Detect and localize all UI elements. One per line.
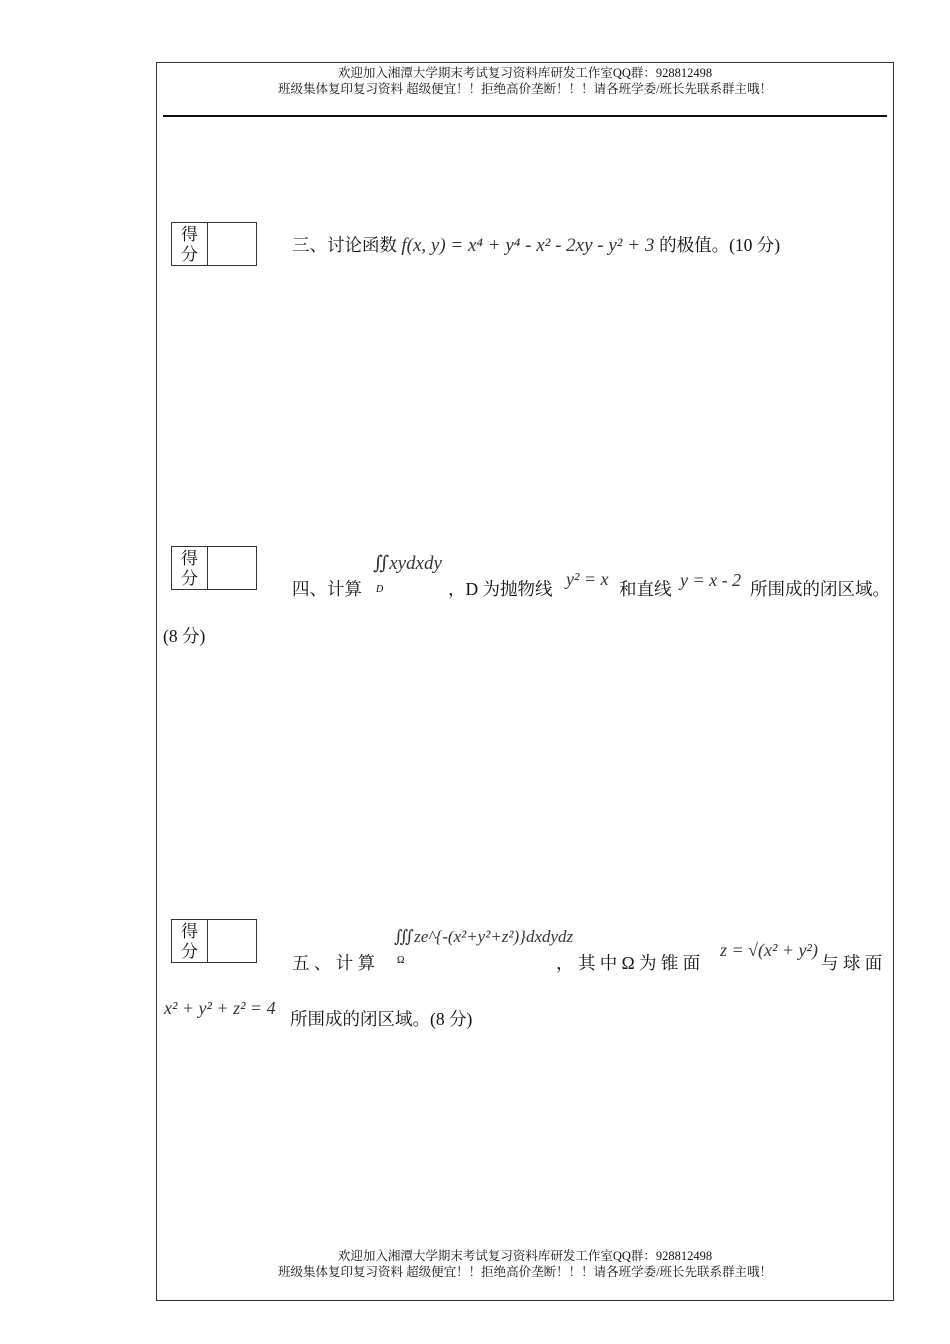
q5-mid-1: ， 其 中 Ω 为 锥 面: [556, 953, 701, 973]
score-box-q5: [171, 919, 257, 963]
score-label-de: 得: [181, 922, 198, 941]
header-line-2: 班级集体复印复习资料 超级便宜！！拒绝高价垄断！！！请各班学委/班长先联系群主哦！: [277, 82, 773, 96]
q3-prefix: 三、讨论函数: [292, 235, 397, 255]
q4-integral: [373, 552, 442, 575]
q5-mid-2: 与 球 面: [821, 953, 883, 973]
q5-suffix: 所围成的闭区域。(8 分): [290, 1009, 473, 1029]
score-label-fen: 分: [181, 569, 198, 588]
question-3: [292, 232, 780, 257]
q5-sphere: x² + y² + z² = 4: [164, 998, 276, 1018]
q5-integral: [394, 927, 573, 947]
q4-curve-2: y = x - 2: [680, 570, 742, 590]
q4-mid-2: 和直线: [619, 579, 672, 599]
score-box-q3: [171, 222, 257, 266]
page-header: [156, 65, 894, 97]
score-box-q4: [171, 546, 257, 590]
header-rule: [163, 115, 887, 117]
q5-region: Ω: [397, 955, 405, 966]
score-label-fen: 分: [181, 245, 198, 264]
q3-formula: f(x, y) = x⁴ + y⁴ - x² - 2xy - y² + 3: [401, 235, 655, 256]
footer-line-2: 班级集体复印复习资料 超级便宜！！拒绝高价垄断！！！请各班学委/班长先联系群主哦！: [277, 1265, 773, 1279]
q5-integrand: ze^{-(x²+y²+z²)}dxdydz: [414, 927, 574, 946]
q4-region: D: [376, 584, 384, 595]
q4-suffix: 所围成的闭区域。: [750, 579, 890, 599]
score-label-de: 得: [181, 549, 198, 568]
score-entry-q5[interactable]: [208, 920, 256, 962]
header-line-1: 欢迎加入湘潭大学期末考试复习资料库研发工作室QQ群：928812498: [337, 66, 713, 80]
score-entry-q3[interactable]: [208, 223, 256, 265]
q4-curve-1: y² = x: [566, 569, 609, 589]
q5-cone: z = √(x² + y²): [720, 940, 818, 960]
double-integral-sign: ∬: [373, 553, 390, 574]
q4-points: (8 分): [163, 626, 206, 646]
q4-prefix: 四、计算: [292, 579, 362, 599]
score-label-de: 得: [181, 225, 198, 244]
page-footer: [156, 1248, 894, 1280]
score-entry-q4[interactable]: [208, 547, 256, 589]
footer-line-1: 欢迎加入湘潭大学期末考试复习资料库研发工作室QQ群：928812498: [337, 1249, 713, 1263]
triple-integral-sign: ∭: [394, 927, 415, 946]
q5-prefix: 五 、 计 算: [292, 953, 376, 973]
q3-suffix: 的极值。(10 分): [659, 235, 781, 255]
score-label-fen: 分: [181, 942, 198, 961]
q4-integrand: xydxdy: [389, 553, 442, 574]
q4-mid-1: ，D 为抛物线: [448, 579, 553, 599]
